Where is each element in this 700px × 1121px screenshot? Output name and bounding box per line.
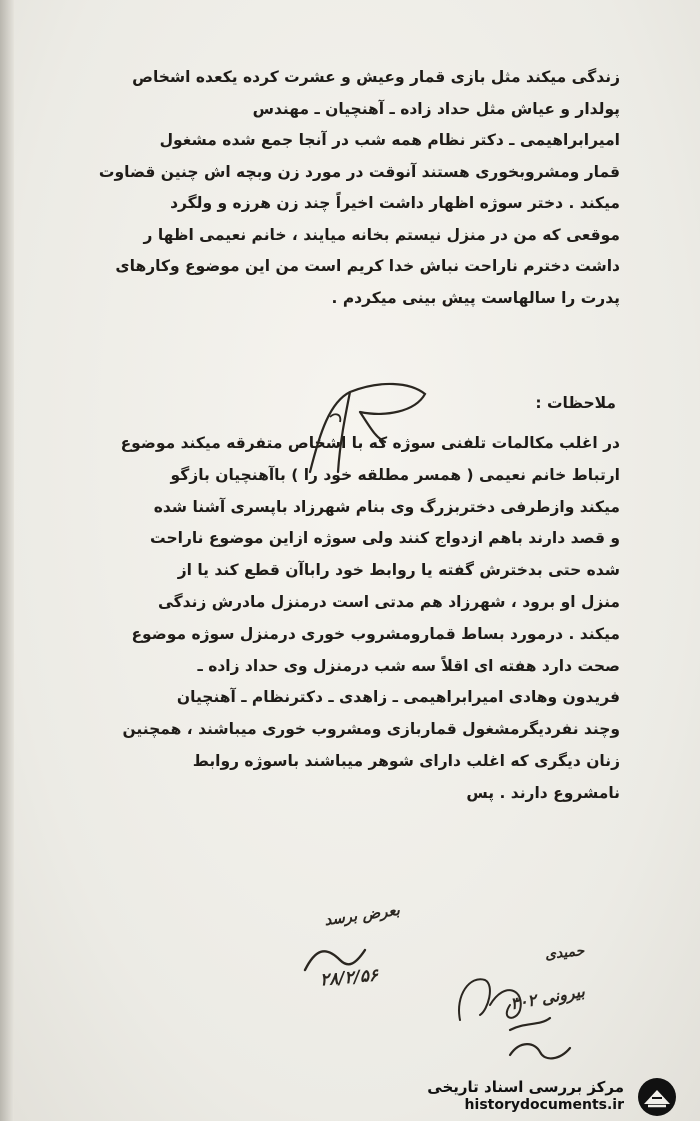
watermark-text [427,1078,624,1114]
notes-line: صحت دارد هفته ای اقلاً سه شب درمنزل وی حداد زاده ـ [197,656,620,675]
archive-logo-icon [632,1076,682,1118]
body-line: موقعی که من در منزل نیستم بخانه میایند ، خانم نعیمی اظها ر [143,225,620,244]
handwritten-scribble-center [290,372,440,482]
notes-line: وچند نفردیگرمشغول قماربازی ومشروب خوری میباشند ، همچنین [122,720,620,739]
signature-scribble-bottom [505,1030,575,1070]
notes-line: میکند وازطرفی دختربزرگ وی بنام شهرزاد باپسری آشنا شده [153,497,620,516]
document-body [80,62,620,314]
notes-line: زنان دیگری که اغلب دارای شوهر میباشند باسوژه روابط [192,751,620,770]
body-line: میکند . دختر سوژه اظهار داشت اخیراً چند زن هرزه و ولگرد [170,194,620,212]
notes-line: شده حتی بدخترش گفته یا روابط خود راباآن قطع کند یا از [177,561,620,580]
watermark-url: historydocuments.ir [464,1097,624,1113]
signature-note: بعرض برسد [323,900,401,930]
notes-line: فریدون وهادی امیرابراهیمی ـ زاهدی ـ دکترنظام ـ آهنچیان [176,688,620,707]
notes-line: ارتباط خانم نعیمی ( همسر مطلقه خود را ) باآهنچیان بازگو [170,465,620,484]
body-line: داشت دخترم ناراحت نباش خدا کریم است من این موضوع وکارهای [115,257,620,275]
signature-date: ۲۸/۲/۵۶ [319,965,379,991]
body-line: قمار ومشروبخوری هستند آنوقت در مورد زن وبچه اش چنین قضاوت [98,162,620,181]
body-line: پولدار و عیاش مثل حداد زاده ـ آهنچیان ـ مهندس [252,99,620,118]
notes-line: منزل او برود ، شهرزاد هم مدتی است درمنزل مادرش زندگی [157,592,620,611]
notes-line: در اغلب مکالمات تلفنی سوژه که با اشخاص متفرقه میکند موضوع [120,434,620,452]
watermark-title: مرکز بررسی اسناد تاریخی [427,1078,624,1096]
notes-body [80,428,620,810]
notes-line: و قصد دارند باهم ازدواج کنند ولی سوژه ازاین موضوع ناراحت [150,529,620,548]
notes-line: نامشروع دارند . پس [466,783,620,802]
notes-heading: ملاحظات : [535,394,616,412]
notes-line: میکند . درمورد بساط قمارومشروب خوری درمنزل سوژه موضوع [131,624,620,643]
signature-name: حمیدی [544,942,586,964]
body-line: زندگی میکند مثل بازی قمار وعیش و عشرت کرده یکعده اشخاص [132,68,620,86]
page-edge-shadow [0,0,14,1121]
body-line: امیرابراهیمی ـ دکتر نظام همه شب در آنجا جمع شده مشغول [159,131,620,149]
signature-ref: بیرونی ۳۰۲ [508,981,587,1014]
watermark [416,1076,686,1116]
body-line: پدرت را سالهاست پیش بینی میکردم . [331,288,620,307]
